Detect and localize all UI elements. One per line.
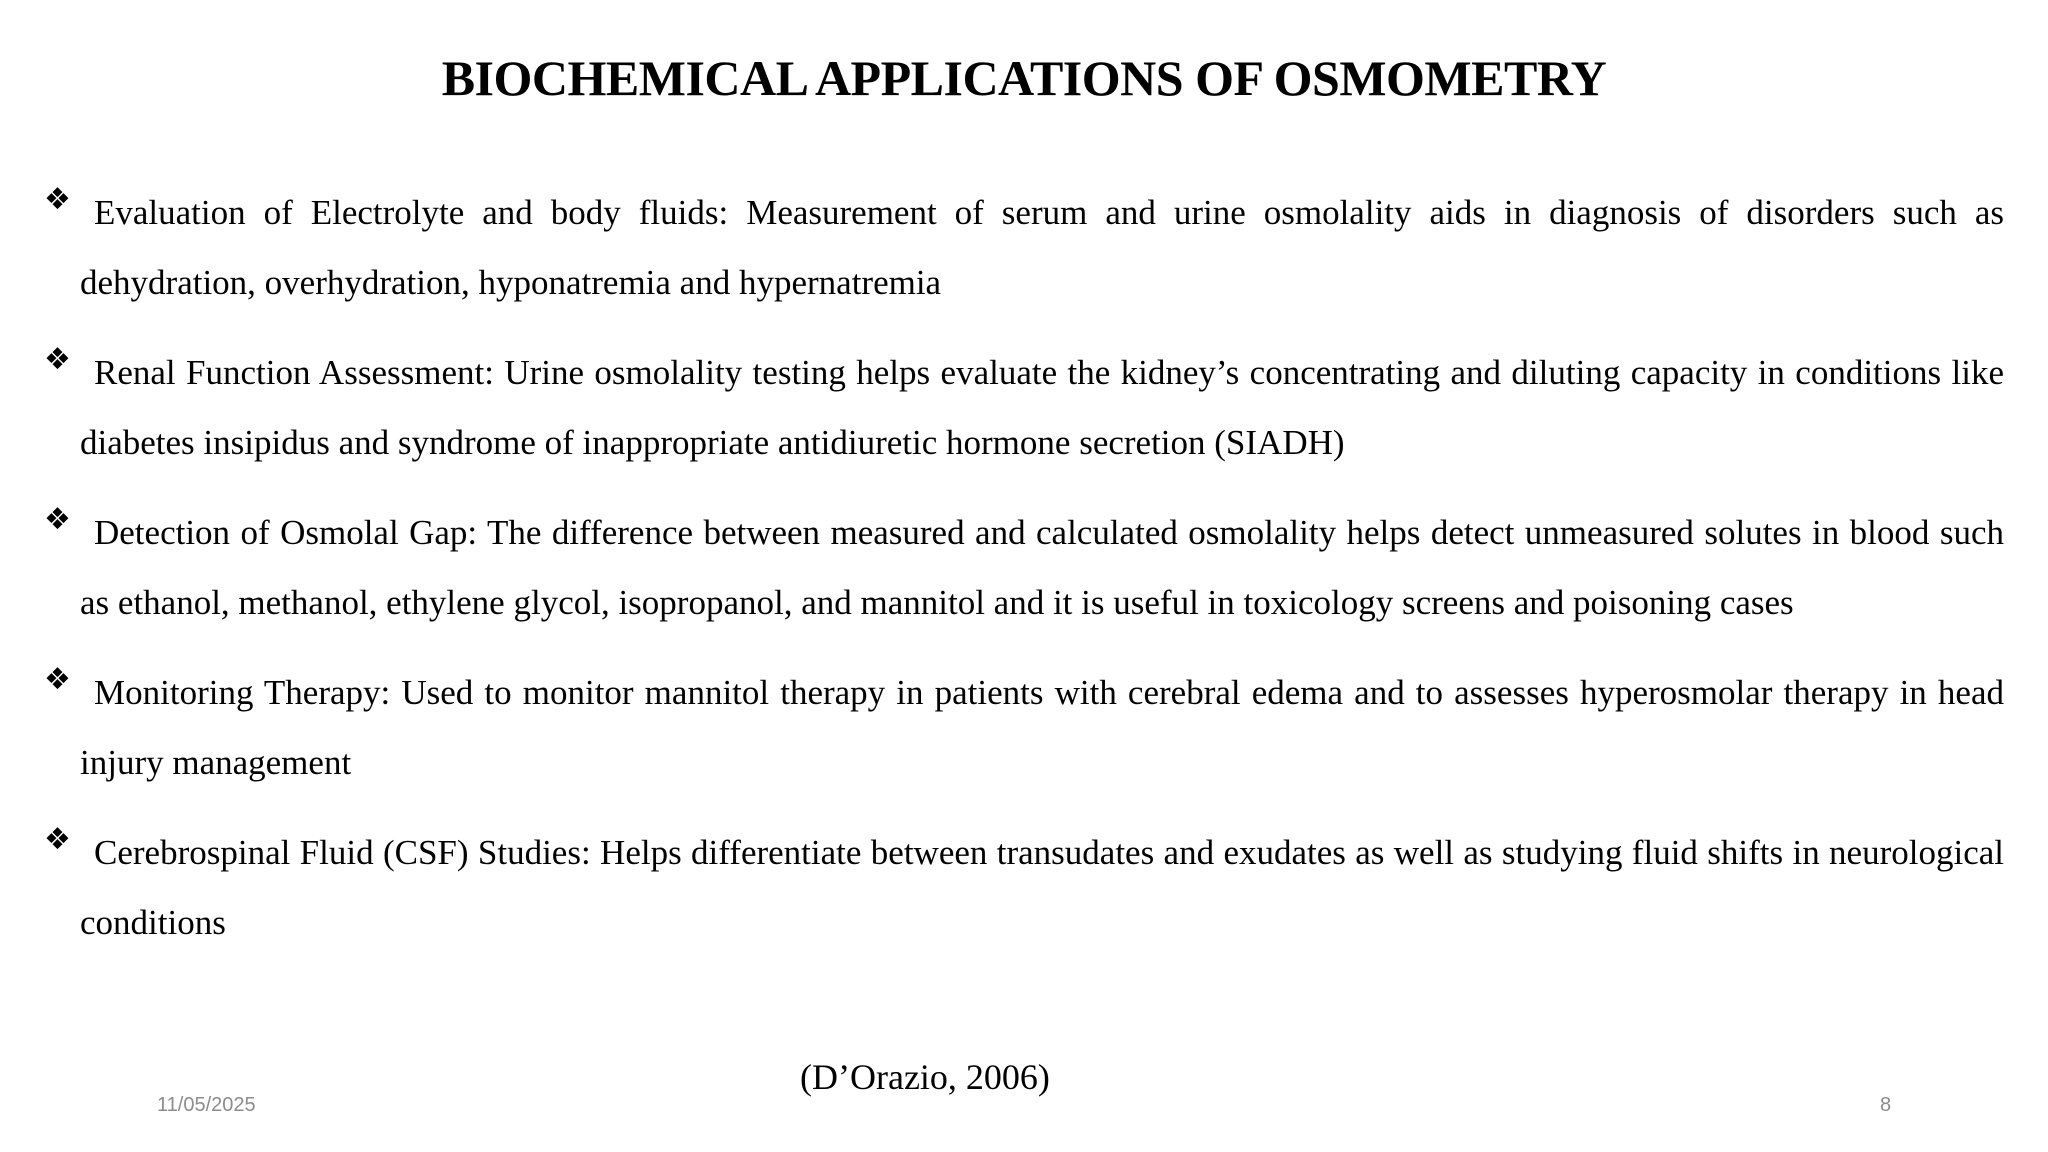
page-number: 8 bbox=[1880, 1094, 1892, 1116]
diamond-four-icon: ❖ bbox=[44, 342, 71, 377]
bullet-text: Renal Function Assessment: Urine osmolality testing helps evaluate the kidney’s concentrating and diluting capacity in conditions like diabetes insipidus and syndrome of inappropriate antidiuretic hormone secretion (SIADH) bbox=[80, 353, 2004, 462]
bullet-text: Detection of Osmolal Gap: The difference between measured and calculated osmolality helps detect unmeasured solutes in blood such as ethanol, methanol, ethylene glycol, isopropanol, and mannitol and it is useful in toxicology screens and poisoning cases bbox=[80, 513, 2004, 622]
list-item bbox=[44, 498, 2004, 638]
diamond-four-icon: ❖ bbox=[44, 822, 71, 857]
footer-date: 11/05/2025 bbox=[157, 1094, 256, 1116]
diamond-four-icon: ❖ bbox=[44, 182, 71, 217]
bullet-text: Evaluation of Electrolyte and body fluids: Measurement of serum and urine osmolality aids in diagnosis of disorders such as dehydration, overhydration, hyponatremia and hypernatremia bbox=[80, 193, 2004, 302]
bullet-text: Cerebrospinal Fluid (CSF) Studies: Helps differentiate between transudates and exudates as well as studying fluid shifts in neurological conditions bbox=[80, 833, 2004, 942]
list-item bbox=[44, 658, 2004, 798]
slide-title: BIOCHEMICAL APPLICATIONS OF OSMOMETRY bbox=[441, 50, 1607, 106]
citation: (D’Orazio, 2006) bbox=[800, 1057, 1050, 1097]
bullet-text: Monitoring Therapy: Used to monitor mannitol therapy in patients with cerebral edema and to assesses hyperosmolar therapy in head injury management bbox=[80, 673, 2004, 782]
bullet-list bbox=[44, 178, 2004, 978]
diamond-four-icon: ❖ bbox=[44, 662, 71, 697]
list-item bbox=[44, 338, 2004, 478]
list-item bbox=[44, 818, 2004, 958]
diamond-four-icon: ❖ bbox=[44, 502, 71, 537]
list-item bbox=[44, 178, 2004, 318]
